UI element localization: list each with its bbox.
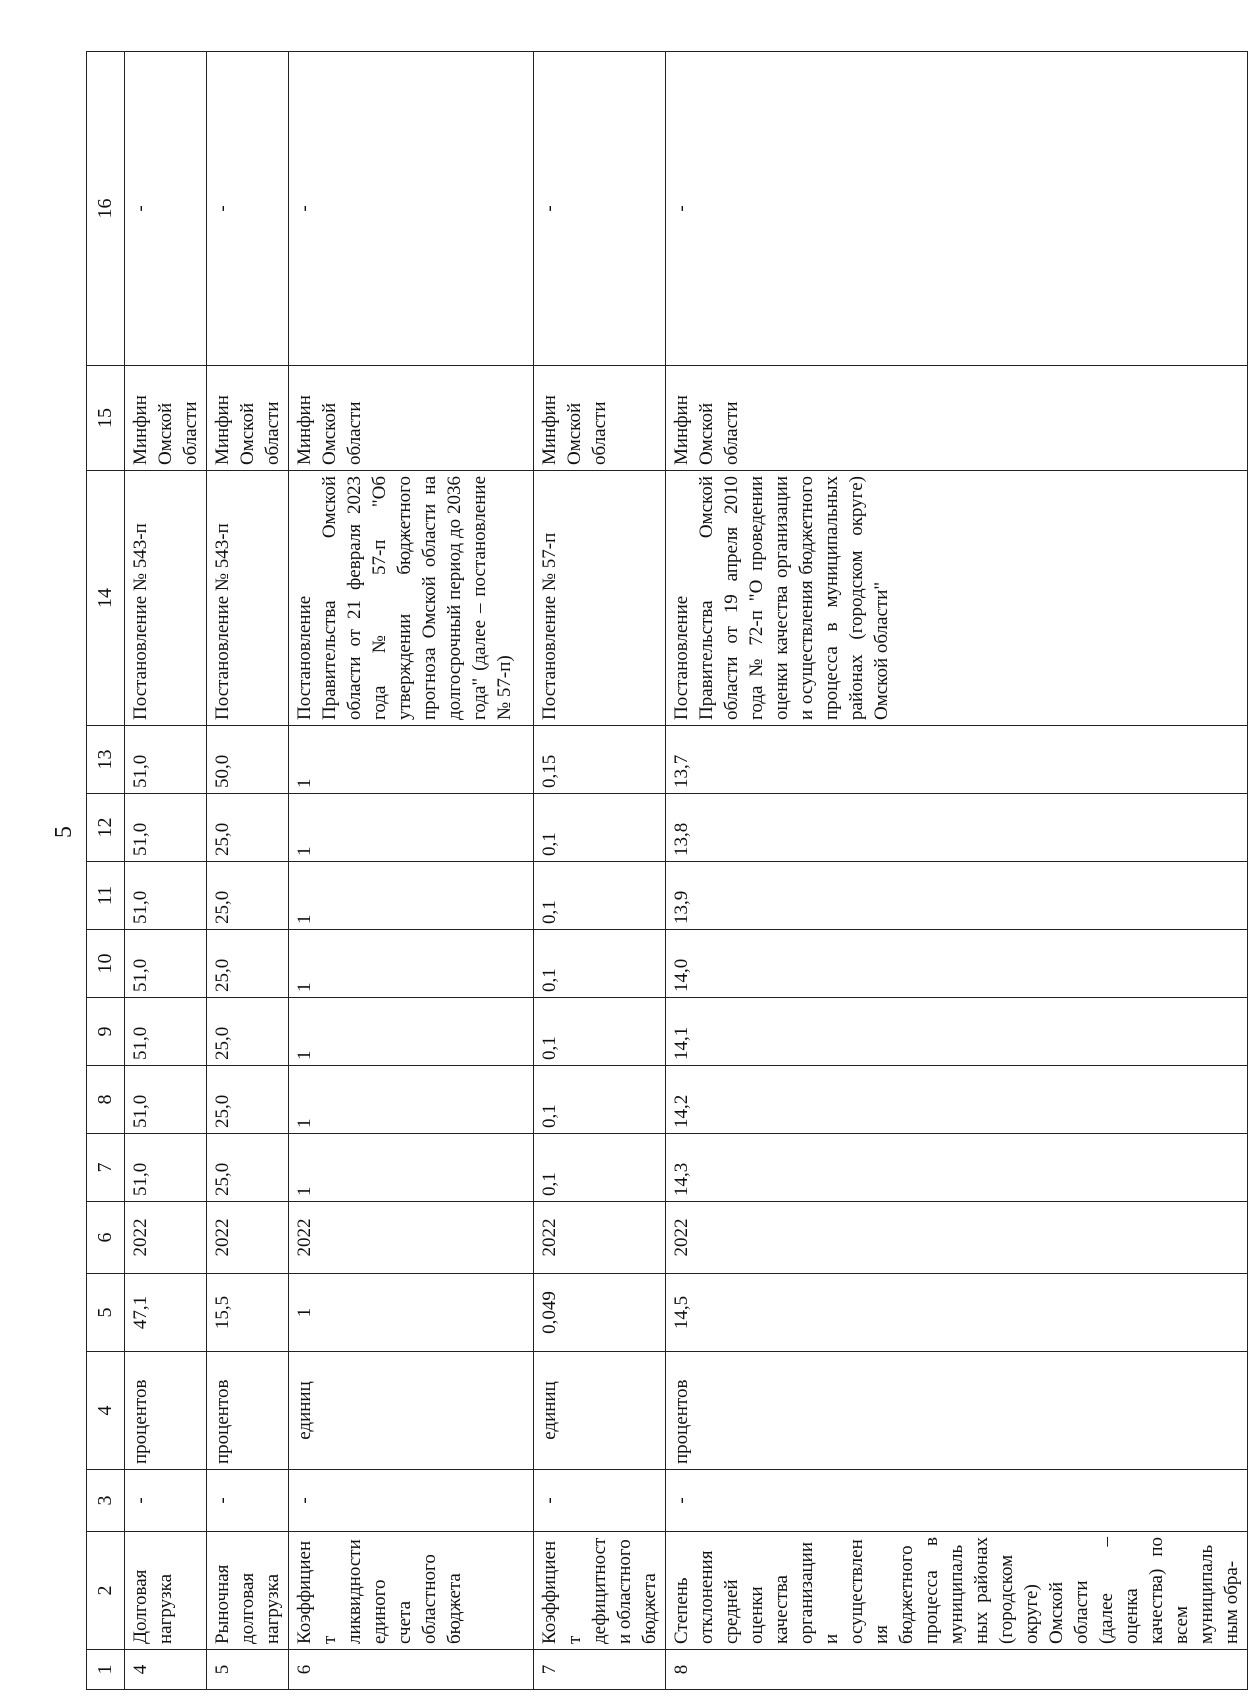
value-cell: 0,1 [534,794,666,862]
header-cell: 10 [87,930,125,998]
value-cell: 51,0 [125,794,207,862]
header-cell: 14 [87,471,125,726]
column-16-cell: - [125,52,207,366]
header-cell: 12 [87,794,125,862]
column-16-cell: - [289,52,534,366]
row-number: 5 [207,1650,289,1690]
value-cell: 1 [289,862,534,930]
value-cell: 0,1 [534,862,666,930]
unit-cell: процентов [207,1352,289,1470]
base-value: 47,1 [125,1274,207,1352]
value-cell: 51,0 [125,930,207,998]
value-cell: 25,0 [207,794,289,862]
header-cell: 3 [87,1470,125,1532]
header-cell: 4 [87,1352,125,1470]
value-cell: 14,2 [666,1066,1248,1134]
table-row [534,52,666,1690]
header-cell: 11 [87,862,125,930]
value-cell: 0,1 [534,930,666,998]
value-cell: 1 [289,998,534,1066]
column-16-cell: - [534,52,666,366]
column-3-cell: - [125,1470,207,1532]
value-cell: 1 [289,726,534,794]
header-cell: 5 [87,1274,125,1352]
column-3-cell: - [666,1470,1248,1532]
value-cell: 51,0 [125,1066,207,1134]
unit-cell: единиц [289,1352,534,1470]
base-value: 1 [289,1274,534,1352]
legal-document: Постановление Правительства Омской области от 21 февраля 2023 года № 57-п "Об утверждении бюджетного прогноза Омской области на долгосрочный период до 2036 года" (далее – постановление № 57-п) [289,471,534,726]
base-year: 2022 [207,1202,289,1274]
legal-document: Постановление № 57-п [534,471,666,726]
value-cell: 0,15 [534,726,666,794]
indicator-name: Степень отклонения средней оценки качества организации и осуществления бюджетного процесса в муниципальных районах (городском округе) Омской области (далее – оценка качества) по всем муниципальным обра- [666,1532,1248,1650]
indicator-name: Долговая нагрузка [125,1532,207,1650]
value-cell: 13,9 [666,862,1248,930]
base-year: 2022 [125,1202,207,1274]
column-3-cell: - [207,1470,289,1532]
rotated-table-sheet [86,73,1242,1690]
unit-cell: процентов [666,1352,1248,1470]
base-year: 2022 [289,1202,534,1274]
value-cell: 1 [289,1134,534,1202]
row-number: 8 [666,1650,1248,1690]
value-cell: 1 [289,1066,534,1134]
legal-document: Постановление Правительства Омской области от 19 апреля 2010 года № 72-п "О проведении оценки качества организации и осуществления бюджетного процесса в муниципальных районах (городском округе) Омской области" [666,471,1248,726]
value-cell: 25,0 [207,1066,289,1134]
value-cell: 50,0 [207,726,289,794]
header-cell: 6 [87,1202,125,1274]
column-3-cell: - [534,1470,666,1532]
header-cell: 8 [87,1066,125,1134]
value-cell: 1 [289,794,534,862]
table-row [666,52,1248,1690]
indicator-name: Рыночная долговая нагрузка [207,1532,289,1650]
base-year: 2022 [666,1202,1248,1274]
table-row [207,52,289,1690]
value-cell: 14,3 [666,1134,1248,1202]
value-cell: 25,0 [207,930,289,998]
value-cell: 51,0 [125,726,207,794]
page-number: 5 [51,826,77,838]
unit-cell: процентов [125,1352,207,1470]
value-cell: 0,1 [534,1066,666,1134]
header-row [87,52,125,1690]
base-value: 14,5 [666,1274,1248,1352]
unit-cell: единиц [534,1352,666,1470]
value-cell: 25,0 [207,998,289,1066]
responsible-body: Минфин Омской области [207,366,289,471]
value-cell: 51,0 [125,998,207,1066]
header-cell: 1 [87,1650,125,1690]
column-3-cell: - [289,1470,534,1532]
indicator-name: Коэффициент ликвидности единого счета областного бюджета [289,1532,534,1650]
row-number: 4 [125,1650,207,1690]
table-row [125,52,207,1690]
indicator-name: Коэффициент дефицитности областного бюджета [534,1532,666,1650]
header-cell: 15 [87,366,125,471]
value-cell: 13,7 [666,726,1248,794]
legal-document: Постановление № 543-п [207,471,289,726]
header-cell: 16 [87,52,125,366]
header-cell: 13 [87,726,125,794]
base-value: 0,049 [534,1274,666,1352]
value-cell: 25,0 [207,1134,289,1202]
base-year: 2022 [534,1202,666,1274]
value-cell: 25,0 [207,862,289,930]
responsible-body: Минфин Омской области [125,366,207,471]
responsible-body: Минфин Омской области [666,366,1248,471]
indicators-table [86,51,1248,1690]
value-cell: 0,1 [534,998,666,1066]
value-cell: 13,8 [666,794,1248,862]
header-cell: 2 [87,1532,125,1650]
column-16-cell: - [207,52,289,366]
value-cell: 51,0 [125,862,207,930]
value-cell: 14,1 [666,998,1248,1066]
value-cell: 14,0 [666,930,1248,998]
column-16-cell: - [666,52,1248,366]
header-cell: 9 [87,998,125,1066]
responsible-body: Минфин Омской области [289,366,534,471]
responsible-body: Минфин Омской области [534,366,666,471]
value-cell: 0,1 [534,1134,666,1202]
legal-document: Постановление № 543-п [125,471,207,726]
table-row [289,52,534,1690]
base-value: 15,5 [207,1274,289,1352]
row-number: 7 [534,1650,666,1690]
value-cell: 1 [289,930,534,998]
value-cell: 51,0 [125,1134,207,1202]
row-number: 6 [289,1650,534,1690]
header-cell: 7 [87,1134,125,1202]
